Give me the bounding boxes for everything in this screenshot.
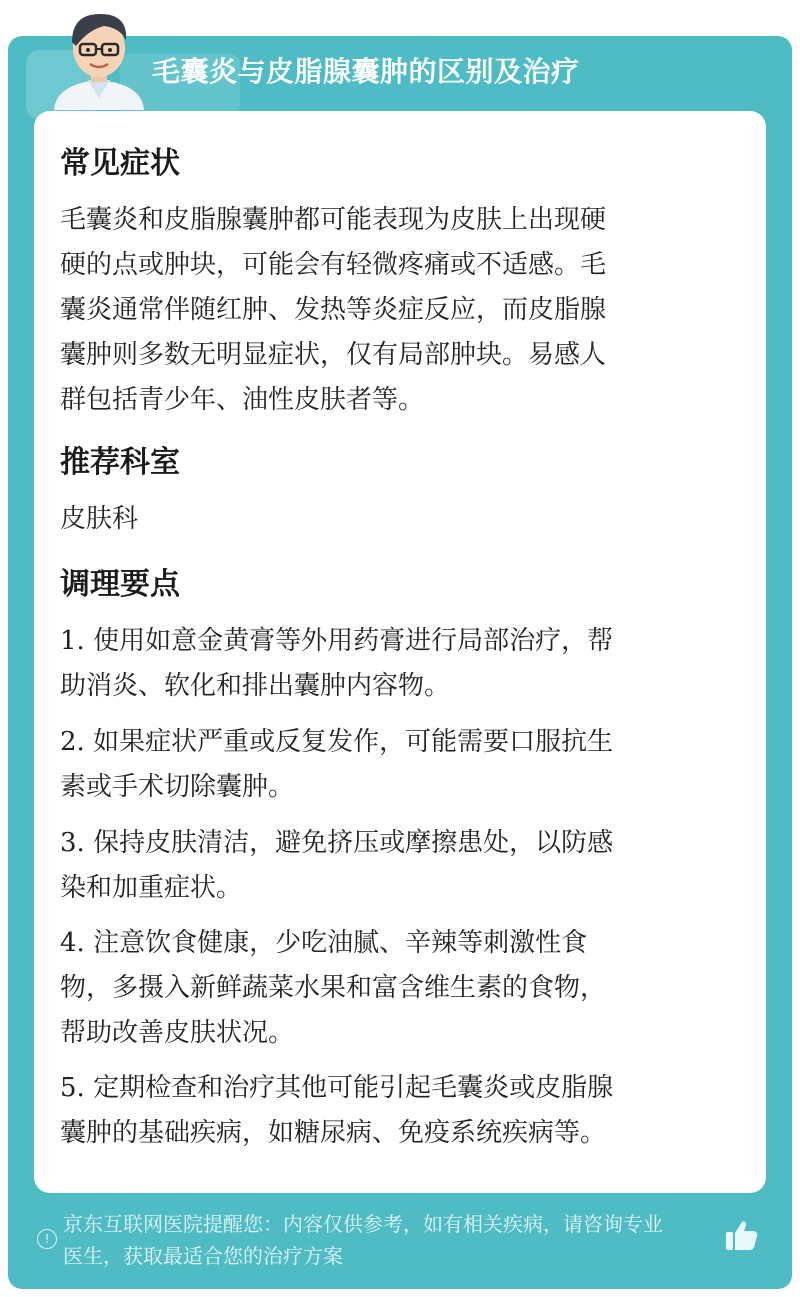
- doctor-avatar-icon: [44, 6, 154, 110]
- section-heading-symptoms: 常见症状: [60, 146, 180, 181]
- section-heading-care: 调理要点: [60, 567, 180, 602]
- list-item: 3. 保持皮肤清洁，避免挤压或摩擦患处，以防感 染和加重症状。: [60, 828, 614, 903]
- list-item: 1. 使用如意金黄膏等外用药膏进行局部治疗，帮 助消炎、软化和排出囊肿内容物。: [60, 626, 614, 701]
- thumbs-up-icon[interactable]: [722, 1216, 760, 1254]
- info-icon: !: [37, 1229, 57, 1249]
- symptoms-text: 毛囊炎和皮脂腺囊肿都可能表现为皮肤上出现硬 硬的点或肿块，可能会有轻微疼痛或不适感。毛 囊炎通常伴随红肿、发热等炎症反应，而皮脂腺 囊肿则多数无明显症状，仅有局部肿块。易感人 群包括青少年、油性皮肤者等。: [60, 205, 607, 415]
- department-text: 皮肤科: [60, 504, 139, 534]
- page-title: 毛囊炎与皮脂腺囊肿的区别及治疗: [152, 55, 580, 88]
- list-item: 2. 如果症状严重或反复发作，可能需要口服抗生 素或手术切除囊肿。: [60, 727, 614, 802]
- disclaimer-text: 京东互联网医院提醒您：内容仅供参考，如有相关疾病，请咨询专业 医生，获取最适合您的治疗方案: [63, 1212, 663, 1268]
- list-item: 5. 定期检查和治疗其他可能引起毛囊炎或皮脂腺 囊肿的基础疾病，如糖尿病、免疫系统疾病等。: [60, 1073, 614, 1148]
- list-item: 4. 注意饮食健康，少吃油腻、辛辣等刺激性食 物，多摄入新鲜蔬菜水果和富含维生素的食物， 帮助改善皮肤状况。: [60, 928, 607, 1048]
- section-heading-department: 推荐科室: [60, 445, 180, 480]
